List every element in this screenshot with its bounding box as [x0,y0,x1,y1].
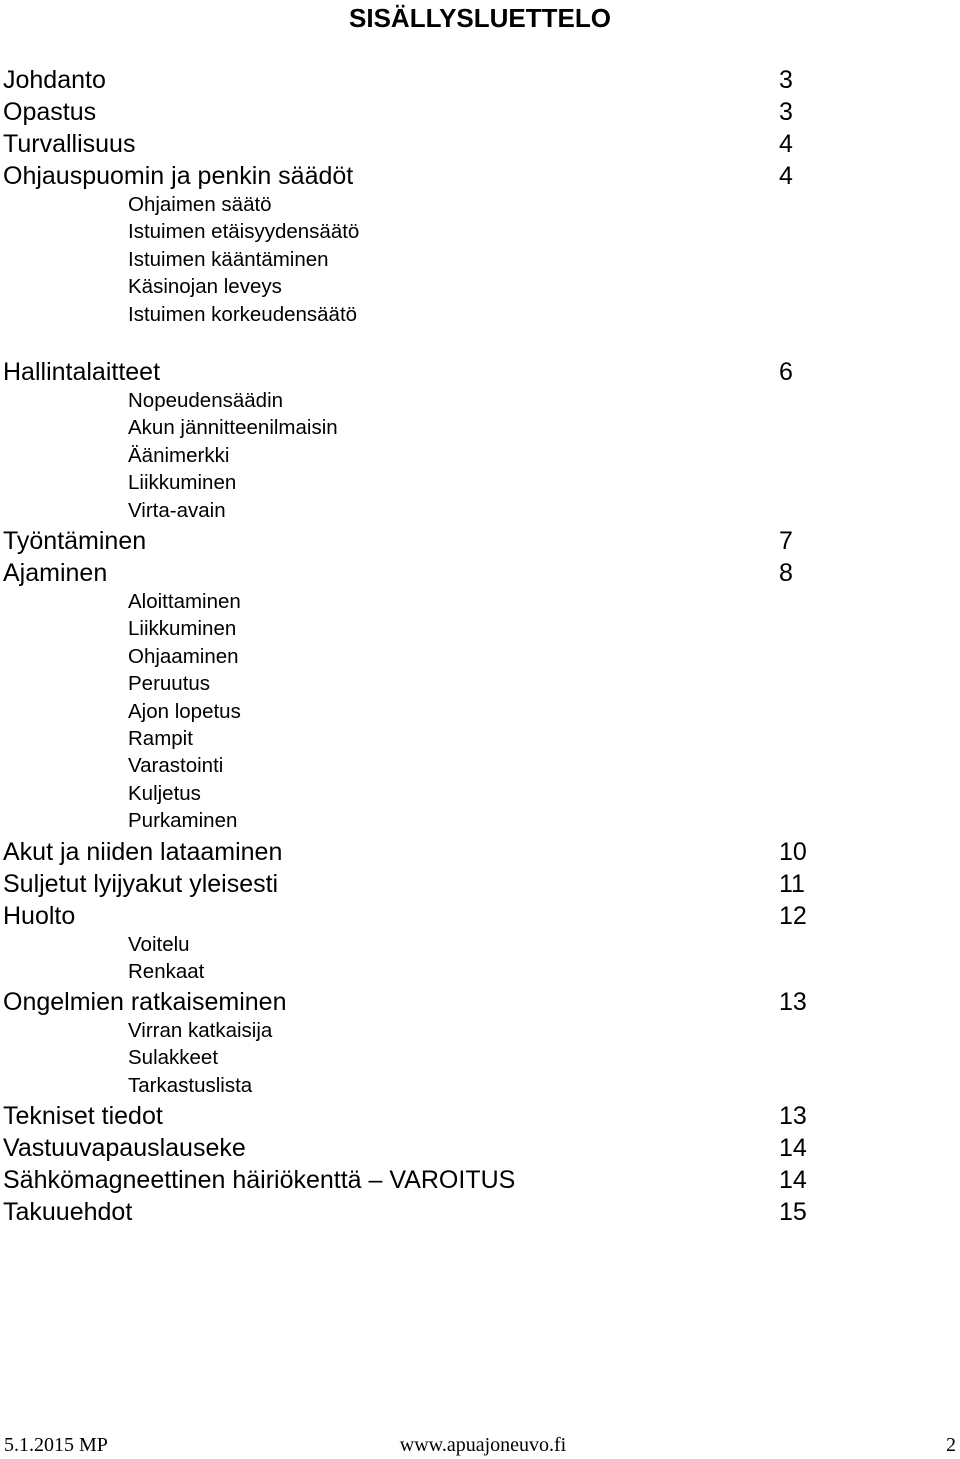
toc-entry-label: Työntäminen [3,527,147,555]
toc-page-number: 14 [779,1166,807,1194]
toc-subentry[interactable]: Virta-avain [128,499,226,522]
toc-subentry[interactable]: Sulakkeet [128,1046,219,1069]
toc-page-number: 13 [779,1102,807,1130]
toc-subentry[interactable]: Rampit [128,727,193,750]
toc-entry-label: Ongelmien ratkaiseminen [3,988,287,1016]
toc-subentry[interactable]: Aloittaminen [128,590,241,613]
toc-subentry[interactable]: Liikkuminen [128,471,237,494]
toc-entry-label: Sähkömagneettinen häiriökenttä – VAROITUS [3,1166,516,1194]
toc-subentry[interactable]: Nopeudensäädin [128,389,284,412]
toc-page-number: 7 [779,527,793,555]
toc-subentry[interactable]: Virran katkaisija [128,1019,273,1042]
toc-subentry[interactable]: Istuimen etäisyydensäätö [128,220,360,243]
toc-subentry[interactable]: Purkaminen [128,809,238,832]
toc-subentry[interactable]: Ajon lopetus [128,700,241,723]
toc-page-number: 8 [779,559,793,587]
toc-entry-label: Huolto [3,902,76,930]
toc-page-number: 15 [779,1198,807,1226]
toc-page-number: 3 [779,66,793,94]
toc-page-number: 4 [779,130,793,158]
toc-subentry[interactable]: Varastointi [128,754,224,777]
toc-page-number: 11 [779,870,805,898]
toc-entry-label: Akut ja niiden lataaminen [3,838,283,866]
toc-entry-label: Suljetut lyijyakut yleisesti [3,870,279,898]
toc-entry-label: Ajaminen [3,559,108,587]
toc-subentry[interactable]: Peruutus [128,672,211,695]
toc-subentry[interactable]: Käsinojan leveys [128,275,282,298]
footer-date-author: 5.1.2015 MP [4,1434,108,1456]
toc-entry-label: Ohjauspuomin ja penkin säädöt [3,162,354,190]
toc-page-number: 3 [779,98,793,126]
toc-subentry[interactable]: Renkaat [128,960,205,983]
footer-website: www.apuajoneuvo.fi [399,1434,567,1456]
page-footer [0,1432,960,1458]
toc-entry-label: Johdanto [3,66,106,94]
toc-page-number: 14 [779,1134,807,1162]
toc-entry-label: Turvallisuus [3,130,136,158]
toc-subentry[interactable]: Liikkuminen [128,617,237,640]
toc-subentry[interactable]: Tarkastuslista [128,1074,253,1097]
toc-subentry[interactable]: Voitelu [128,933,190,956]
toc-subentry[interactable]: Ohjaaminen [128,645,239,668]
toc-subentry[interactable]: Akun jännitteenilmaisin [128,416,338,439]
toc-page-number: 4 [779,162,793,190]
toc-entry-label: Hallintalaitteet [3,358,161,386]
toc-subentry[interactable]: Äänimerkki [128,444,230,467]
toc-entry-label: Tekniset tiedot [3,1102,163,1130]
toc-entry-label: Opastus [3,98,97,126]
toc-page-number: 12 [779,902,807,930]
toc-entry-label: Takuuehdot [3,1198,133,1226]
toc-subentry[interactable]: Istuimen korkeudensäätö [128,303,358,326]
footer-page-number: 2 [946,1434,956,1456]
toc-page-number: 10 [779,838,807,866]
toc-subentry[interactable]: Kuljetus [128,782,201,805]
toc-subentry[interactable]: Ohjaimen säätö [128,193,272,216]
page-title: SISÄLLYSLUETTELO [349,3,611,33]
toc-subentry[interactable]: Istuimen kääntäminen [128,248,329,271]
toc-entry-label: Vastuuvapauslauseke [3,1134,246,1162]
toc-page-number: 13 [779,988,807,1016]
toc-page-number: 6 [779,358,793,386]
